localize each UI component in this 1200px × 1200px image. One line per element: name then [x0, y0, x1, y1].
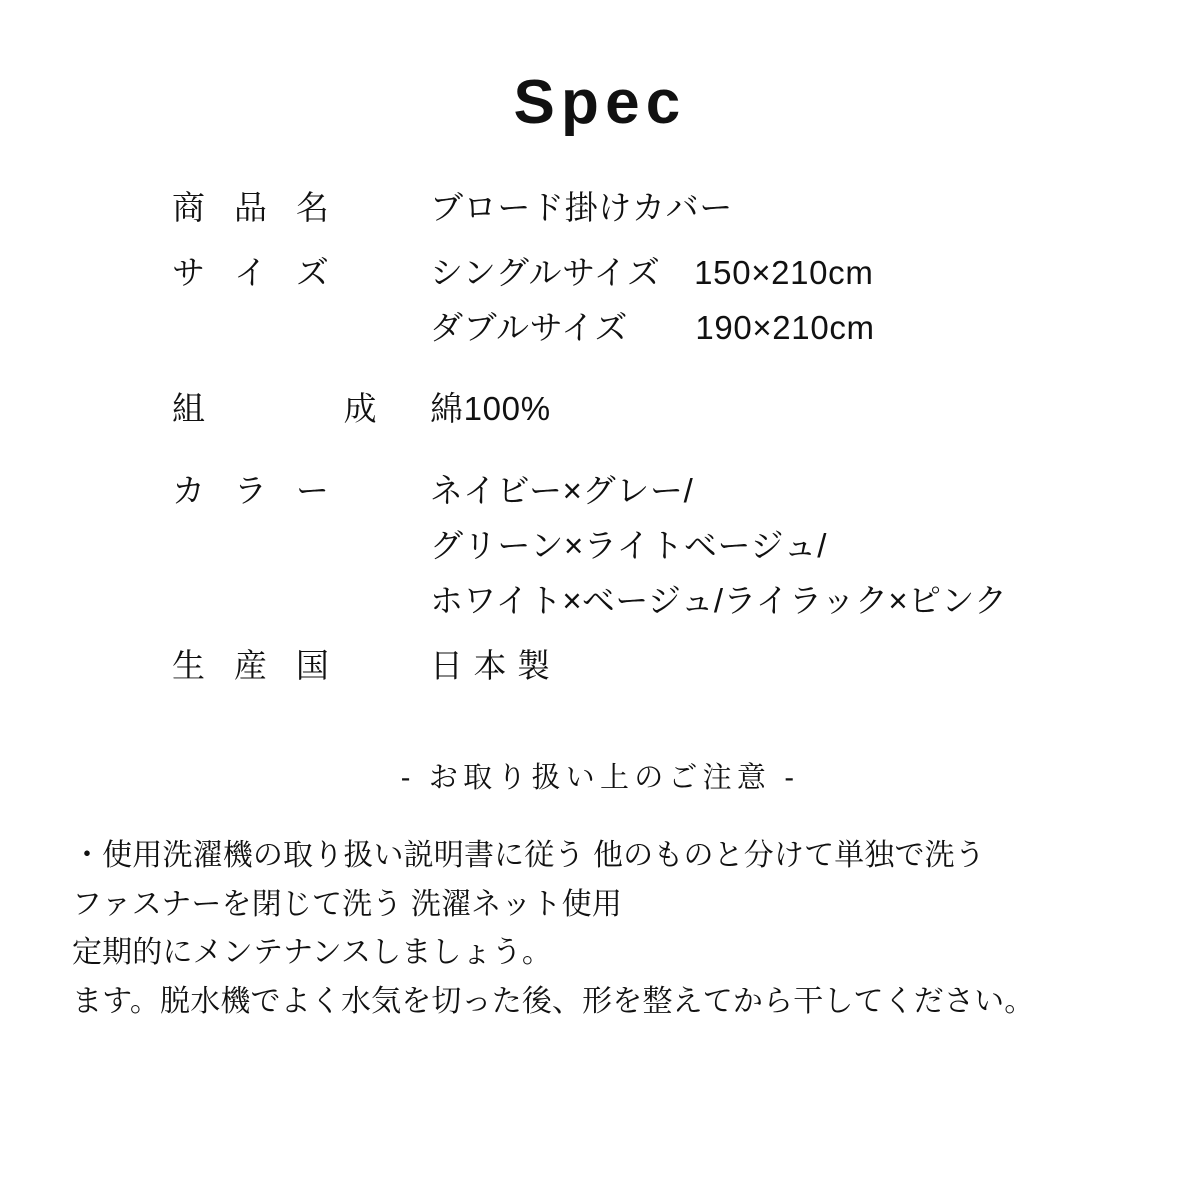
- spec-values-product-name: [430, 182, 1160, 237]
- spec-table: [0, 182, 1200, 695]
- spec-value: ホワイト×ベージュ/ライラック×ピンク: [430, 581, 1008, 619]
- spec-row-composition: [172, 383, 1160, 438]
- spec-row-color: [172, 465, 1160, 630]
- spec-label-color: カ ラ ー: [172, 471, 339, 509]
- spec-value: 日 本 製: [430, 646, 551, 684]
- spec-values-size: [430, 247, 1160, 357]
- spec-label-composition: 組 成: [172, 390, 387, 428]
- care-notice-line: ・使用洗濯機の取り扱い説明書に従う 他のものと分けて単独で洗う: [72, 839, 985, 873]
- spec-value: シングルサイズ 150×210cm: [430, 254, 874, 292]
- spec-label-product-name: 商 品 名: [172, 189, 339, 226]
- care-notice-line: ファスナーを閉じて洗う 洗濯ネット使用: [72, 887, 622, 921]
- spec-value: グリーン×ライトベージュ/: [430, 526, 828, 564]
- spec-values-color: [430, 465, 1160, 630]
- spec-value: 綿100%: [430, 390, 551, 428]
- care-notice-body: [0, 832, 1200, 1026]
- spec-row-size: [172, 247, 1160, 357]
- care-notice-heading: - お取り扱い上のご注意 -: [400, 762, 800, 795]
- page-title: Spec: [513, 68, 687, 137]
- spec-value: ブロード掛けカバー: [430, 189, 733, 226]
- spec-value: ネイビー×グレー/: [430, 471, 694, 509]
- spec-label-country: 生 産 国: [172, 646, 339, 684]
- spec-values-country: [430, 640, 1160, 695]
- spec-values-composition: [430, 383, 1160, 438]
- spec-label-size: サ イ ズ: [172, 254, 339, 292]
- spec-value: ダブルサイズ 190×210cm: [430, 309, 875, 347]
- spec-row-country: [172, 640, 1160, 695]
- spec-row-product-name: [172, 182, 1160, 237]
- care-notice-line: 定期的にメンテナンスしましょう。: [72, 936, 552, 970]
- care-notice-line: ます。脱水機でよく水気を切った後、形を整えてから干してください。: [72, 984, 1035, 1018]
